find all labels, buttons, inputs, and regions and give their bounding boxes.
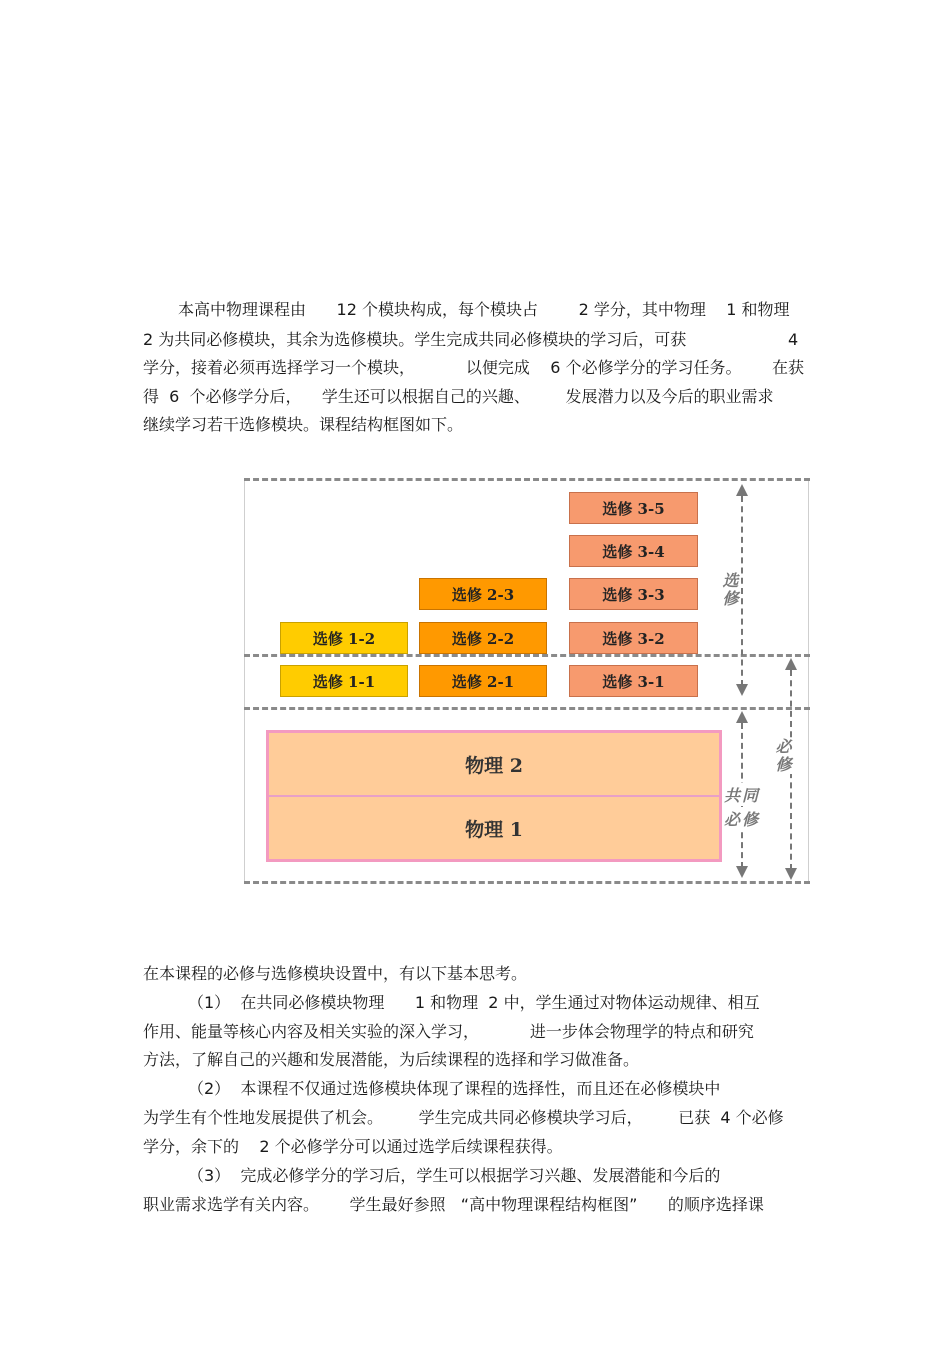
module-3-5: 选修 3-5 [569, 492, 698, 524]
elective-arrow-line [741, 496, 743, 686]
common-required-label-1: 共同 [724, 783, 760, 806]
body-line-4: 方法，了解自己的兴趣和发展潜能，为后续课程的选择和学习做准备。 [143, 1050, 640, 1069]
intro-line-2: 2 为共同必修模块，其余为选修模块。学生完成共同必修模块的学习后，可获 4 [143, 330, 799, 349]
body-line-3: 作用、能量等核心内容及相关实验的深入学习， 进一步体会物理学的特点和研究 [143, 1022, 754, 1041]
dash-mid-1 [244, 654, 810, 657]
course-structure-diagram [244, 478, 810, 886]
dash-top [244, 478, 810, 481]
common-required-arrow-up [736, 711, 748, 723]
intro-line-1: 本高中物理课程由 12 个模块构成，每个模块占 2 学分，其中物理 1 和物理 [178, 300, 790, 319]
module-3-4: 选修 3-4 [569, 535, 698, 567]
module-2-2: 选修 2-2 [419, 622, 547, 654]
body-line-7: 学分，余下的 2 个必修学分可以通过选学后续课程获得。 [143, 1137, 563, 1156]
intro-line-5: 继续学习若干选修模块。课程结构框图如下。 [143, 415, 464, 434]
module-3-2: 选修 3-2 [569, 622, 698, 654]
body-line-1: 在本课程的必修与选修模块设置中，有以下基本思考。 [143, 964, 528, 983]
module-1-1: 选修 1-1 [280, 665, 408, 697]
common-required-label-2: 必修 [724, 807, 760, 830]
required-label: 必修 [773, 738, 792, 774]
core-modules-box [266, 730, 722, 862]
intro-line-3: 学分，接着必须再选择学习一个模块， 以便完成 6 个必修学分的学习任务。 在获 [143, 358, 804, 377]
body-line-5: （2） 本课程不仅通过选修模块体现了课程的选择性，而且还在必修模块中 [188, 1079, 721, 1098]
dash-bottom [244, 881, 810, 884]
required-arrow-down [785, 868, 797, 880]
module-3-1: 选修 3-1 [569, 665, 698, 697]
intro-line-4: 得 6 个必修学分后， 学生还可以根据自己的兴趣、 发展潜力以及今后的职业需求 [143, 387, 774, 406]
required-arrow-up [785, 658, 797, 670]
body-line-8: （3） 完成必修学分的学习后，学生可以根据学习兴趣、发展潜能和今后的 [188, 1166, 721, 1185]
elective-arrow-down [736, 684, 748, 696]
dash-mid-2 [244, 707, 810, 710]
module-2-1: 选修 2-1 [419, 665, 547, 697]
module-3-3: 选修 3-3 [569, 578, 698, 610]
body-line-2: （1） 在共同必修模块物理 1 和物理 2 中，学生通过对物体运动规律、相互 [188, 993, 760, 1012]
module-1-2: 选修 1-2 [280, 622, 408, 654]
module-2-3: 选修 2-3 [419, 578, 547, 610]
body-line-9: 职业需求选学有关内容。 学生最好参照 “高中物理课程结构框图” 的顺序选择课 [143, 1195, 764, 1214]
common-required-arrow-down [736, 866, 748, 878]
body-line-6: 为学生有个性地发展提供了机会。 学生完成共同必修模块学习后， 已获 4 个必修 [143, 1108, 784, 1127]
core-module-physics-2: 物理 2 [465, 754, 523, 777]
elective-label: 选修 [720, 572, 739, 608]
core-module-physics-1: 物理 1 [465, 818, 523, 841]
elective-arrow-up [736, 484, 748, 496]
